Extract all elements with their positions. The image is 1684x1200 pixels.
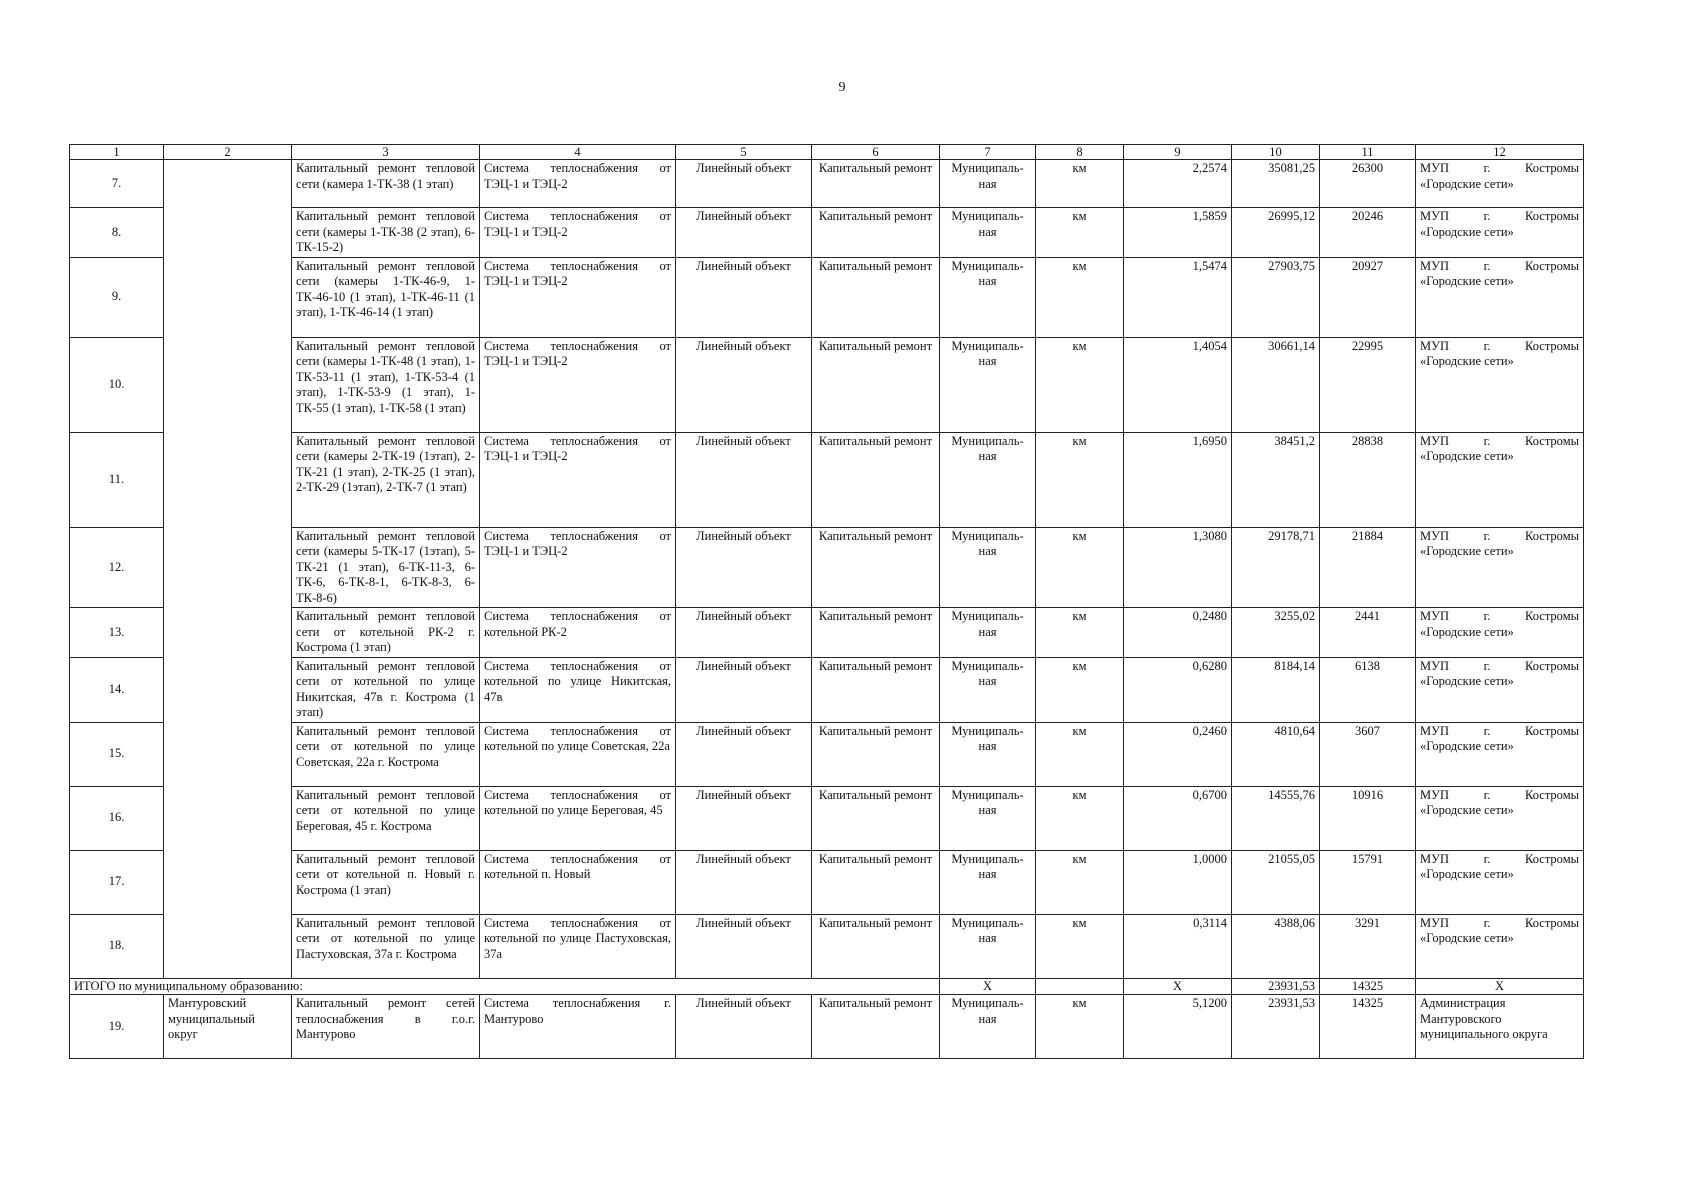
cost: 29178,71: [1232, 527, 1320, 608]
quantity: 0,2460: [1124, 722, 1232, 786]
object-name: Капитальный ремонт тепловой сети от котельной РК-2 г. Кострома (1 этап): [292, 608, 480, 658]
unit: км: [1036, 160, 1124, 208]
heat-system: Система теплоснабжения г. Мантурово: [480, 995, 676, 1059]
object-type: Линейный объект: [676, 722, 812, 786]
object-name: Капитальный ремонт сетей теплоснабжения в г.о.г. Мантурово: [292, 995, 480, 1059]
heat-system: Система теплоснабжения от котельной по улице Советская, 22а: [480, 722, 676, 786]
quantity: 0,2480: [1124, 608, 1232, 658]
cost: 30661,14: [1232, 337, 1320, 432]
table-row: [70, 914, 1584, 978]
header-cell: 6: [812, 145, 940, 160]
quantity: 1,4054: [1124, 337, 1232, 432]
object-name: Капитальный ремонт тепловой сети от котельной п. Новый г. Кострома (1 этап): [292, 850, 480, 914]
total-col-8: [1036, 978, 1124, 995]
cost: 14555,76: [1232, 786, 1320, 850]
cost: 26995,12: [1232, 208, 1320, 258]
table-row: [70, 527, 1584, 608]
ownership: Муниципаль-ная: [940, 657, 1036, 722]
quantity: 5,1200: [1124, 995, 1232, 1059]
quantity: 2,2574: [1124, 160, 1232, 208]
unit: км: [1036, 657, 1124, 722]
organization: МУП г. Костромы «Городские сети»: [1416, 722, 1584, 786]
heat-system: Система теплоснабжения от ТЭЦ-1 и ТЭЦ-2: [480, 160, 676, 208]
heat-system: Система теплоснабжения от ТЭЦ-1 и ТЭЦ-2: [480, 257, 676, 337]
unit: км: [1036, 608, 1124, 658]
ownership: Муниципаль-ная: [940, 608, 1036, 658]
ownership: Муниципаль-ная: [940, 527, 1036, 608]
work-type: Капитальный ремонт: [812, 337, 940, 432]
heat-system: Система теплоснабжения от котельной по улице Береговая, 45: [480, 786, 676, 850]
object-type: Линейный объект: [676, 160, 812, 208]
object-type: Линейный объект: [676, 786, 812, 850]
object-type: Линейный объект: [676, 208, 812, 258]
object-name: Капитальный ремонт тепловой сети (камеры 1-ТК-38 (2 этап), 6-ТК-15-2): [292, 208, 480, 258]
row-number: 11.: [70, 432, 164, 527]
organization: МУП г. Костромы «Городские сети»: [1416, 160, 1584, 208]
value-col-11: 26300: [1320, 160, 1416, 208]
table-row: [70, 850, 1584, 914]
ownership: Муниципаль-ная: [940, 432, 1036, 527]
work-type: Капитальный ремонт: [812, 722, 940, 786]
organization: МУП г. Костромы «Городские сети»: [1416, 527, 1584, 608]
total-col-12: Х: [1416, 978, 1584, 995]
organization: МУП г. Костромы «Городские сети»: [1416, 257, 1584, 337]
heat-system: Система теплоснабжения от котельной РК-2: [480, 608, 676, 658]
row-number: 12.: [70, 527, 164, 608]
heat-system: Система теплоснабжения от котельной п. Новый: [480, 850, 676, 914]
value-col-11: 20927: [1320, 257, 1416, 337]
table-row: [70, 432, 1584, 527]
object-name: Капитальный ремонт тепловой сети от котельной по улице Никитская, 47в г. Кострома (1 этап): [292, 657, 480, 722]
table-row: [70, 722, 1584, 786]
object-type: Линейный объект: [676, 657, 812, 722]
work-type: Капитальный ремонт: [812, 257, 940, 337]
work-type: Капитальный ремонт: [812, 657, 940, 722]
value-col-11: 3607: [1320, 722, 1416, 786]
total-label: ИТОГО по муниципальному образованию:: [70, 978, 940, 995]
ownership: Муниципаль-ная: [940, 786, 1036, 850]
total-col-7: Х: [940, 978, 1036, 995]
table-row: [70, 208, 1584, 258]
work-type: Капитальный ремонт: [812, 208, 940, 258]
row-number: 14.: [70, 657, 164, 722]
object-name: Капитальный ремонт тепловой сети (камеры 2-ТК-19 (1этап), 2-ТК-21 (1 этап), 2-ТК-25 (1 этап), 2-ТК-29 (1этап), 2-ТК-7 (1 этап): [292, 432, 480, 527]
object-name: Капитальный ремонт тепловой сети (камеры 1-ТК-46-9, 1-ТК-46-10 (1 этап), 1-ТК-46-11 (1 этап), 1-ТК-46-14 (1 этап): [292, 257, 480, 337]
quantity: 1,6950: [1124, 432, 1232, 527]
object-name: Капитальный ремонт тепловой сети (камеры 5-ТК-17 (1этап), 5-ТК-21 (1 этап), 6-ТК-11-3, 6-ТК-6, 6-ТК-8-1, 6-ТК-8-3, 6-ТК-8-6): [292, 527, 480, 608]
quantity: 1,3080: [1124, 527, 1232, 608]
value-col-11: 22995: [1320, 337, 1416, 432]
object-type: Линейный объект: [676, 914, 812, 978]
work-type: Капитальный ремонт: [812, 160, 940, 208]
value-col-11: 3291: [1320, 914, 1416, 978]
object-name: Капитальный ремонт тепловой сети от котельной по улице Береговая, 45 г. Кострома: [292, 786, 480, 850]
row-number: 13.: [70, 608, 164, 658]
object-name: Капитальный ремонт тепловой сети от котельной по улице Пастуховская, 37а г. Кострома: [292, 914, 480, 978]
cost: 23931,53: [1232, 995, 1320, 1059]
unit: км: [1036, 995, 1124, 1059]
work-type: Капитальный ремонт: [812, 432, 940, 527]
heat-system: Система теплоснабжения от котельной по улице Никитская, 47в: [480, 657, 676, 722]
unit: км: [1036, 786, 1124, 850]
investment-table: [69, 144, 1584, 1059]
ownership: Муниципаль-ная: [940, 160, 1036, 208]
header-cell: 5: [676, 145, 812, 160]
row-number: 15.: [70, 722, 164, 786]
ownership: Муниципаль-ная: [940, 337, 1036, 432]
heat-system: Система теплоснабжения от ТЭЦ-1 и ТЭЦ-2: [480, 208, 676, 258]
row-number: 8.: [70, 208, 164, 258]
work-type: Капитальный ремонт: [812, 527, 940, 608]
header-cell: 12: [1416, 145, 1584, 160]
value-col-11: 15791: [1320, 850, 1416, 914]
row-number: 18.: [70, 914, 164, 978]
object-type: Линейный объект: [676, 995, 812, 1059]
organization: МУП г. Костромы «Городские сети»: [1416, 657, 1584, 722]
heat-system: Система теплоснабжения от ТЭЦ-1 и ТЭЦ-2: [480, 432, 676, 527]
organization: МУП г. Костромы «Городские сети»: [1416, 337, 1584, 432]
row-number: 10.: [70, 337, 164, 432]
district-cell: [164, 160, 292, 979]
ownership: Муниципаль-ная: [940, 850, 1036, 914]
object-type: Линейный объект: [676, 337, 812, 432]
ownership: Муниципаль-ная: [940, 995, 1036, 1059]
table-row: [70, 786, 1584, 850]
cost: 27903,75: [1232, 257, 1320, 337]
table-row: [70, 160, 1584, 208]
table-row: [70, 608, 1584, 658]
value-col-11: 14325: [1320, 995, 1416, 1059]
table-row: [70, 257, 1584, 337]
object-type: Линейный объект: [676, 527, 812, 608]
ownership: Муниципаль-ная: [940, 914, 1036, 978]
header-cell: 1: [70, 145, 164, 160]
object-type: Линейный объект: [676, 257, 812, 337]
header-cell: 2: [164, 145, 292, 160]
quantity: 0,6700: [1124, 786, 1232, 850]
row-number: 9.: [70, 257, 164, 337]
object-name: Капитальный ремонт тепловой сети от котельной по улице Советская, 22а г. Кострома: [292, 722, 480, 786]
header-cell: 4: [480, 145, 676, 160]
unit: км: [1036, 850, 1124, 914]
ownership: Муниципаль-ная: [940, 208, 1036, 258]
quantity: 1,5859: [1124, 208, 1232, 258]
value-col-11: 20246: [1320, 208, 1416, 258]
unit: км: [1036, 257, 1124, 337]
cost: 21055,05: [1232, 850, 1320, 914]
object-type: Линейный объект: [676, 608, 812, 658]
total-cost: 23931,53: [1232, 978, 1320, 995]
value-col-11: 10916: [1320, 786, 1416, 850]
work-type: Капитальный ремонт: [812, 914, 940, 978]
cost: 35081,25: [1232, 160, 1320, 208]
heat-system: Система теплоснабжения от ТЭЦ-1 и ТЭЦ-2: [480, 337, 676, 432]
unit: км: [1036, 914, 1124, 978]
object-type: Линейный объект: [676, 850, 812, 914]
row-number: 17.: [70, 850, 164, 914]
organization: МУП г. Костромы «Городские сети»: [1416, 432, 1584, 527]
value-col-11: 2441: [1320, 608, 1416, 658]
total-col-9: Х: [1124, 978, 1232, 995]
table-row: [70, 995, 1584, 1059]
quantity: 1,0000: [1124, 850, 1232, 914]
organization: МУП г. Костромы «Городские сети»: [1416, 914, 1584, 978]
row-number: 16.: [70, 786, 164, 850]
ownership: Муниципаль-ная: [940, 257, 1036, 337]
heat-system: Система теплоснабжения от ТЭЦ-1 и ТЭЦ-2: [480, 527, 676, 608]
cost: 4388,06: [1232, 914, 1320, 978]
header-cell: 7: [940, 145, 1036, 160]
work-type: Капитальный ремонт: [812, 786, 940, 850]
heat-system: Система теплоснабжения от котельной по улице Пастуховская, 37а: [480, 914, 676, 978]
organization: МУП г. Костромы «Городские сети»: [1416, 850, 1584, 914]
header-cell: 9: [1124, 145, 1232, 160]
work-type: Капитальный ремонт: [812, 995, 940, 1059]
page-number: 9: [838, 80, 846, 95]
header-cell: 11: [1320, 145, 1416, 160]
organization: МУП г. Костромы «Городские сети»: [1416, 786, 1584, 850]
cost: 4810,64: [1232, 722, 1320, 786]
header-cell: 3: [292, 145, 480, 160]
work-type: Капитальный ремонт: [812, 850, 940, 914]
table-row: [70, 337, 1584, 432]
unit: км: [1036, 208, 1124, 258]
organization: МУП г. Костромы «Городские сети»: [1416, 208, 1584, 258]
object-name: Капитальный ремонт тепловой сети (камеры 1-ТК-48 (1 этап), 1-ТК-53-11 (1 этап), 1-ТК-53-4 (1 этап), 1-ТК-53-9 (1 этап), 1-ТК-55 (1 этап), 1-ТК-58 (1 этап): [292, 337, 480, 432]
unit: км: [1036, 722, 1124, 786]
row-number: 7.: [70, 160, 164, 208]
organization: Администрация Мантуровского муниципального округа: [1416, 995, 1584, 1059]
cost: 3255,02: [1232, 608, 1320, 658]
quantity: 0,3114: [1124, 914, 1232, 978]
table-row: [70, 657, 1584, 722]
work-type: Капитальный ремонт: [812, 608, 940, 658]
object-name: Капитальный ремонт тепловой сети (камера 1-ТК-38 (1 этап): [292, 160, 480, 208]
total-col-11: 14325: [1320, 978, 1416, 995]
unit: км: [1036, 527, 1124, 608]
district-cell: Мантуровский муниципальный округ: [164, 995, 292, 1059]
unit: км: [1036, 337, 1124, 432]
header-row: [70, 145, 1584, 160]
cost: 8184,14: [1232, 657, 1320, 722]
header-cell: 8: [1036, 145, 1124, 160]
header-cell: 10: [1232, 145, 1320, 160]
unit: км: [1036, 432, 1124, 527]
row-number: 19.: [70, 995, 164, 1059]
cost: 38451,2: [1232, 432, 1320, 527]
ownership: Муниципаль-ная: [940, 722, 1036, 786]
value-col-11: 28838: [1320, 432, 1416, 527]
total-row: [70, 978, 1584, 995]
quantity: 1,5474: [1124, 257, 1232, 337]
object-type: Линейный объект: [676, 432, 812, 527]
organization: МУП г. Костромы «Городские сети»: [1416, 608, 1584, 658]
value-col-11: 21884: [1320, 527, 1416, 608]
quantity: 0,6280: [1124, 657, 1232, 722]
value-col-11: 6138: [1320, 657, 1416, 722]
